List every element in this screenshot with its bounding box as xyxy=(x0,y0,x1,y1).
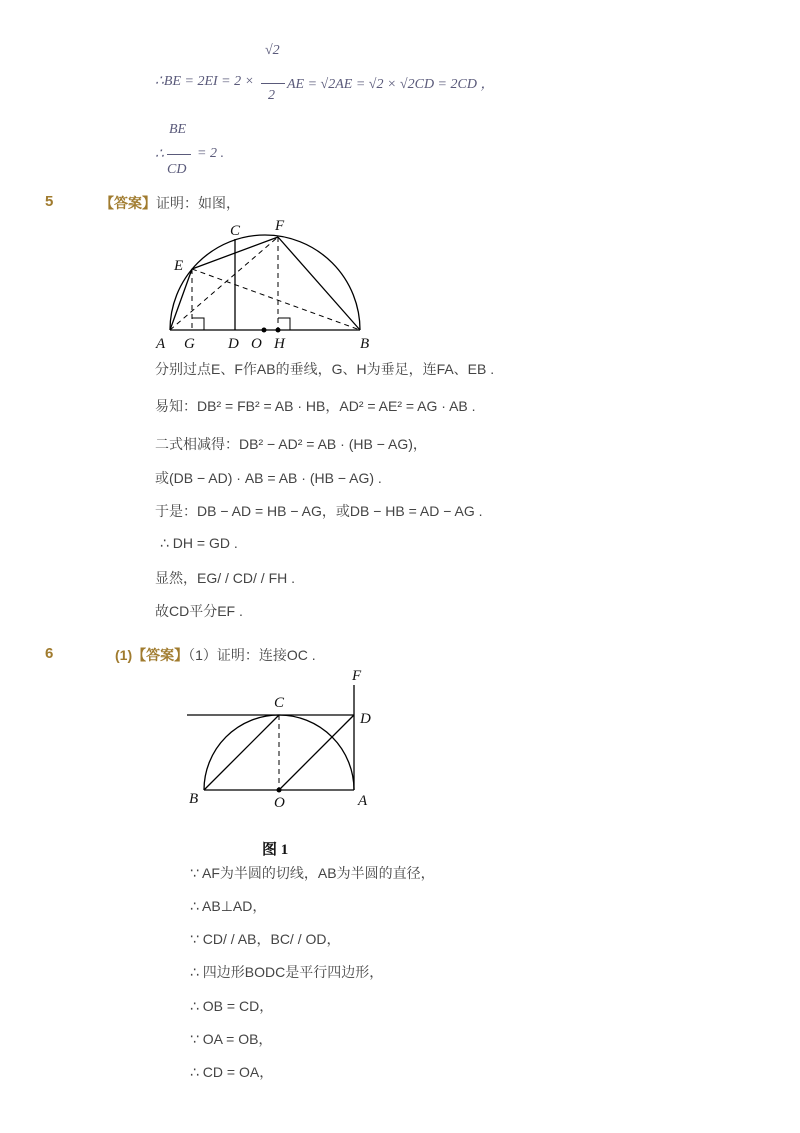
label-f: F xyxy=(352,668,362,684)
label-d: D xyxy=(360,711,371,727)
fraction-denominator: 2 xyxy=(268,88,275,103)
label-c: C xyxy=(230,223,241,239)
q6-line-4: ∴ 四边形BODC是平行四边形， xyxy=(190,964,384,980)
q5-figure xyxy=(150,215,380,355)
ratio-prefix: ∴ xyxy=(155,147,164,162)
q5-intro: 证明：如图， xyxy=(156,195,240,211)
q6-answer-header xyxy=(115,645,316,665)
q5-line-5: 于是：DB − AD = HB − AG，或DB − HB = AD − AG . xyxy=(155,503,483,519)
ratio-suffix: = 2 . xyxy=(197,146,224,161)
q5-line-6: ∴ DH = GD . xyxy=(160,535,238,551)
q5-line-1: 分别过点E、F作AB的垂线，G、H为垂足，连FA、EB . xyxy=(155,361,495,377)
q5-answer-header xyxy=(100,193,240,213)
label-h: H xyxy=(274,336,285,352)
label-e: E xyxy=(174,258,184,274)
q5-line-3: 二式相减得：DB² − AD² = AB · (HB − AG)， xyxy=(155,436,427,452)
part-label: (1) xyxy=(115,647,133,663)
equation-suffix: AE = √2AE = √2 × √2CD = 2CD ， xyxy=(287,77,495,92)
label-f: F xyxy=(275,218,285,234)
q6-line-1: ∵ AF为半圆的切线，AB为半圆的直径， xyxy=(190,865,435,881)
fraction-numerator: √2 xyxy=(265,43,280,58)
ratio-numerator: BE xyxy=(169,122,187,137)
equation-prefix: ∴BE = 2EI = 2 × xyxy=(155,74,255,89)
q6-line-5: ∴ OB = CD， xyxy=(190,998,274,1014)
label-a: A xyxy=(358,793,368,809)
q6-line-3: ∵ CD/ / AB，BC/ / OD， xyxy=(190,931,341,947)
q6-figure xyxy=(180,665,390,815)
answer-tag: 【答案】 xyxy=(100,195,156,211)
q5-line-8: 故CD平分EF . xyxy=(155,603,243,619)
label-d: D xyxy=(228,336,239,352)
question-number-6: 6 xyxy=(45,645,54,662)
ratio-bar xyxy=(167,154,191,155)
tangent-diagram xyxy=(180,665,390,815)
equation-be-line xyxy=(155,35,555,110)
q5-line-4: 或(DB − AD) · AB = AB · (HB − AG) . xyxy=(155,470,382,486)
q6-line-6: ∵ OA = OB， xyxy=(190,1031,273,1047)
label-a: A xyxy=(156,336,166,352)
figure-caption: 图 1 xyxy=(262,842,289,858)
q5-line-7: 显然，EG/ / CD/ / FH . xyxy=(155,570,296,586)
label-b: B xyxy=(189,791,199,807)
semicircle-diagram xyxy=(150,215,380,355)
label-g: G xyxy=(184,336,195,352)
fraction-bar xyxy=(261,83,285,84)
equation-ratio-line xyxy=(155,120,355,180)
q6-intro: （1）证明：连接OC . xyxy=(188,647,316,663)
label-o: O xyxy=(251,336,262,352)
label-b: B xyxy=(360,336,370,352)
q5-line-2: 易知：DB² = FB² = AB · HB，AD² = AE² = AG · AB . xyxy=(155,398,476,414)
q6-line-7: ∴ CD = OA， xyxy=(190,1064,274,1080)
q6-line-2: ∴ AB⊥AD， xyxy=(190,898,267,914)
ratio-denominator: CD xyxy=(167,162,187,177)
answer-tag: 【答案】 xyxy=(132,647,189,663)
question-number-5: 5 xyxy=(45,193,54,210)
label-o: O xyxy=(274,795,285,811)
label-c: C xyxy=(274,695,285,711)
